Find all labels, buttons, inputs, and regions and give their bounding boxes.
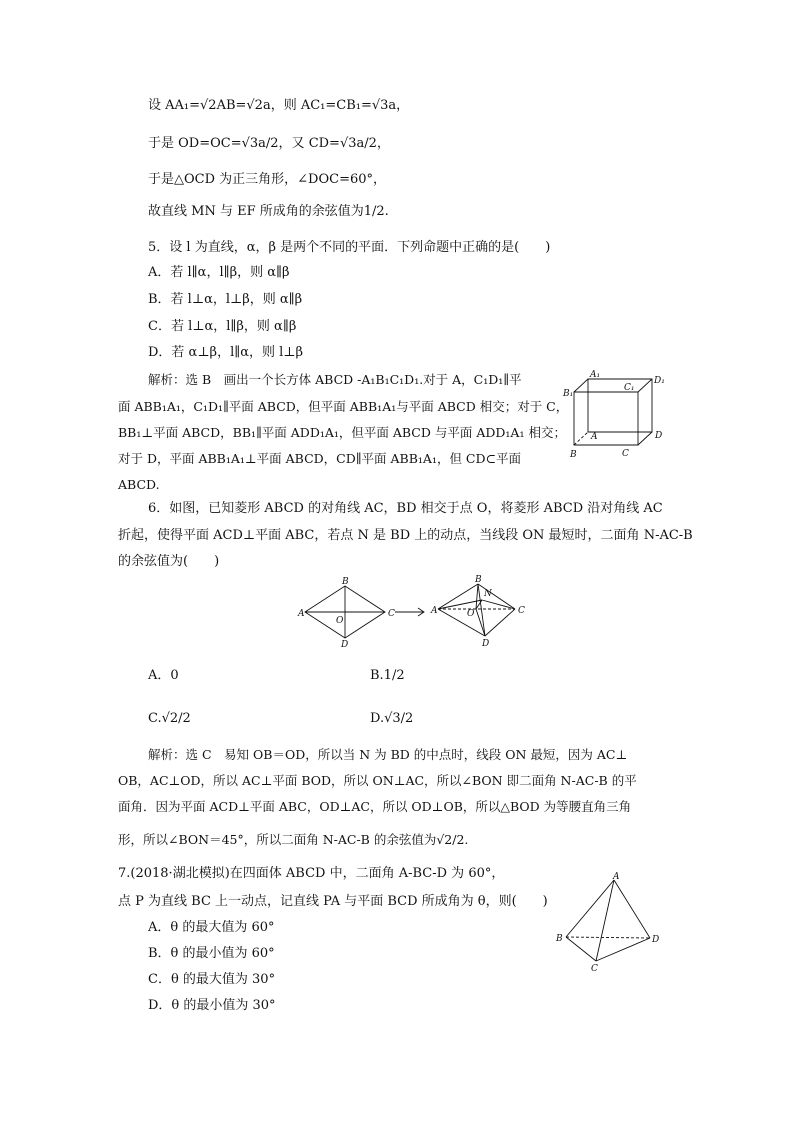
- tetra-edge-ac: [596, 880, 614, 961]
- cuboid-edge-b1a1: [574, 379, 588, 392]
- tetra-edge-bd: [566, 937, 650, 938]
- tetra-label-D: D: [652, 935, 660, 945]
- cuboid-front-face: [574, 392, 638, 445]
- cuboid-edge-ba: [574, 432, 588, 445]
- rhombus-folding-figure: [295, 576, 525, 650]
- prev-solution-line-2: 于是 OD=OC=√3a/2，又 CD=√3a/2，: [148, 136, 390, 151]
- q6-stem-line-2: 折起，使得平面 ACD⊥平面 ABC，若点 N 是 BD 上的动点，当线段 ON 最短时，二面角 N-AC-B: [118, 528, 693, 543]
- q6-option-a: A．0: [148, 668, 179, 683]
- q6-solution-line-4: 形，所以∠BON＝45°，所以二面角 N-AC-B 的余弦值为√2/2.: [118, 832, 469, 847]
- prev-solution-line-3: 于是△OCD 为正三角形，∠DOC=60°，: [148, 172, 387, 187]
- q7-option-d: D．θ 的最小值为 30°: [148, 998, 276, 1013]
- q5-solution-line-2: 面 ABB₁A₁，C₁D₁∥平面 ABCD，但平面 ABB₁A₁与平面 ABCD 相交；对于 C，: [118, 399, 569, 414]
- q7-stem-line-1: 7.(2018·湖北模拟)在四面体 ABCD 中，二面角 A-BC-D 为 60°，: [118, 866, 505, 881]
- prev-solution-line-1: 设 AA₁=√2AB=√2a，则 AC₁=CB₁=√3a，: [148, 98, 410, 113]
- q5-solution-line-1: 解析：选 B 画出一个长方体 ABCD -A₁B₁C₁D₁.对于 A，C₁D₁∥平: [148, 372, 522, 387]
- label-D1: D₁: [654, 376, 665, 386]
- q6-stem-line-1: 6．如图，已知菱形 ABCD 的对角线 AC，BD 相交于点 O，将菱形 ABCD 沿对角线 AC: [148, 501, 663, 516]
- q5-stem: 5．设 l 为直线，α，β 是两个不同的平面．下列命题中正确的是( ): [148, 240, 551, 255]
- q6-solution-line-1: 解析：选 C 易知 OB＝OD，所以当 N 为 BD 的中点时，线段 ON 最短，因为 AC⊥: [148, 747, 628, 762]
- label-B: B: [570, 450, 577, 460]
- cuboid-edge-c1d1: [638, 379, 652, 392]
- q5-option-d: D．若 α⊥β，l∥α，则 l⊥β: [148, 345, 304, 360]
- folded-segment-ob: [476, 584, 478, 609]
- cuboid-back-face: [588, 379, 652, 432]
- tetra-label-A: A: [613, 872, 620, 882]
- q6-solution-line-3: 面角．因为平面 ACD⊥平面 ABC，OD⊥AC，所以 OD⊥OB，所以△BOD 为等腰直角三角: [118, 799, 632, 814]
- q6-solution-line-2: OB，AC⊥OD，所以 AC⊥平面 BOD，所以 ON⊥AC，所以∠BON 即二面角 N-AC-B 的平: [118, 773, 637, 788]
- tetra-edge-ad: [614, 880, 650, 938]
- tetrahedron-figure: [552, 870, 664, 974]
- q7-option-c: C．θ 的最大值为 30°: [148, 972, 276, 987]
- label-A: A: [591, 432, 598, 442]
- q5-option-b: B．若 l⊥α，l⊥β，则 α∥β: [148, 292, 303, 307]
- prev-solution-line-4: 故直线 MN 与 EF 所成角的余弦值为1/2.: [148, 204, 389, 219]
- left-label-O: O: [336, 616, 344, 626]
- left-label-C: C: [388, 609, 395, 619]
- tetra-label-B: B: [556, 934, 563, 944]
- q7-stem-line-2: 点 P 为直线 BC 上一动点，记直线 PA 与平面 BCD 所成角为 θ，则( ): [118, 894, 548, 909]
- folded-edge-ad: [438, 609, 485, 636]
- cuboid-figure: [560, 368, 670, 460]
- folded-edge-cd: [485, 609, 515, 636]
- q5-option-c: C．若 l⊥α，l∥β，则 α∥β: [148, 319, 297, 334]
- right-label-D: D: [482, 639, 490, 649]
- q6-option-d: D.√3/2: [370, 711, 414, 726]
- q7-option-a: A．θ 的最大值为 60°: [148, 920, 275, 935]
- tetra-edge-bc: [566, 937, 596, 961]
- label-D: D: [655, 431, 663, 441]
- q5-option-a: A．若 l∥α，l∥β，则 α∥β: [148, 265, 290, 280]
- q6-option-b: B.1/2: [370, 668, 405, 683]
- left-label-D: D: [341, 640, 349, 650]
- tetra-label-C: C: [591, 964, 598, 974]
- folded-segment-nc: [482, 600, 515, 609]
- right-label-B: B: [475, 575, 482, 585]
- q6-stem-line-3: 的余弦值为( ): [118, 554, 220, 569]
- q5-solution-line-4: 对于 D，平面 ABB₁A₁⊥平面 ABCD，CD∥平面 ABB₁A₁，但 CD⊂平面: [118, 451, 521, 466]
- left-label-B: B: [342, 577, 349, 587]
- q7-option-b: B．θ 的最小值为 60°: [148, 946, 275, 961]
- tetra-edge-ab: [566, 880, 614, 937]
- label-C1: C₁: [624, 383, 635, 393]
- q5-solution-line-5: ABCD.: [118, 477, 160, 492]
- right-label-O: O: [467, 609, 475, 619]
- label-C: C: [622, 449, 629, 459]
- tetra-edge-cd: [596, 938, 650, 961]
- right-label-A: A: [431, 606, 438, 616]
- q5-solution-line-3: BB₁⊥平面 ABCD，BB₁∥平面 ADD₁A₁，但平面 ABCD 与平面 ADD₁A₁ 相交；: [118, 425, 566, 440]
- cuboid-edge-cd: [638, 432, 652, 445]
- label-B1: B₁: [563, 389, 574, 399]
- label-A1: A₁: [590, 370, 601, 380]
- right-label-C: C: [518, 606, 525, 616]
- q6-option-c: C.√2/2: [148, 711, 191, 726]
- left-label-A: A: [298, 609, 305, 619]
- right-label-N: N: [484, 589, 492, 599]
